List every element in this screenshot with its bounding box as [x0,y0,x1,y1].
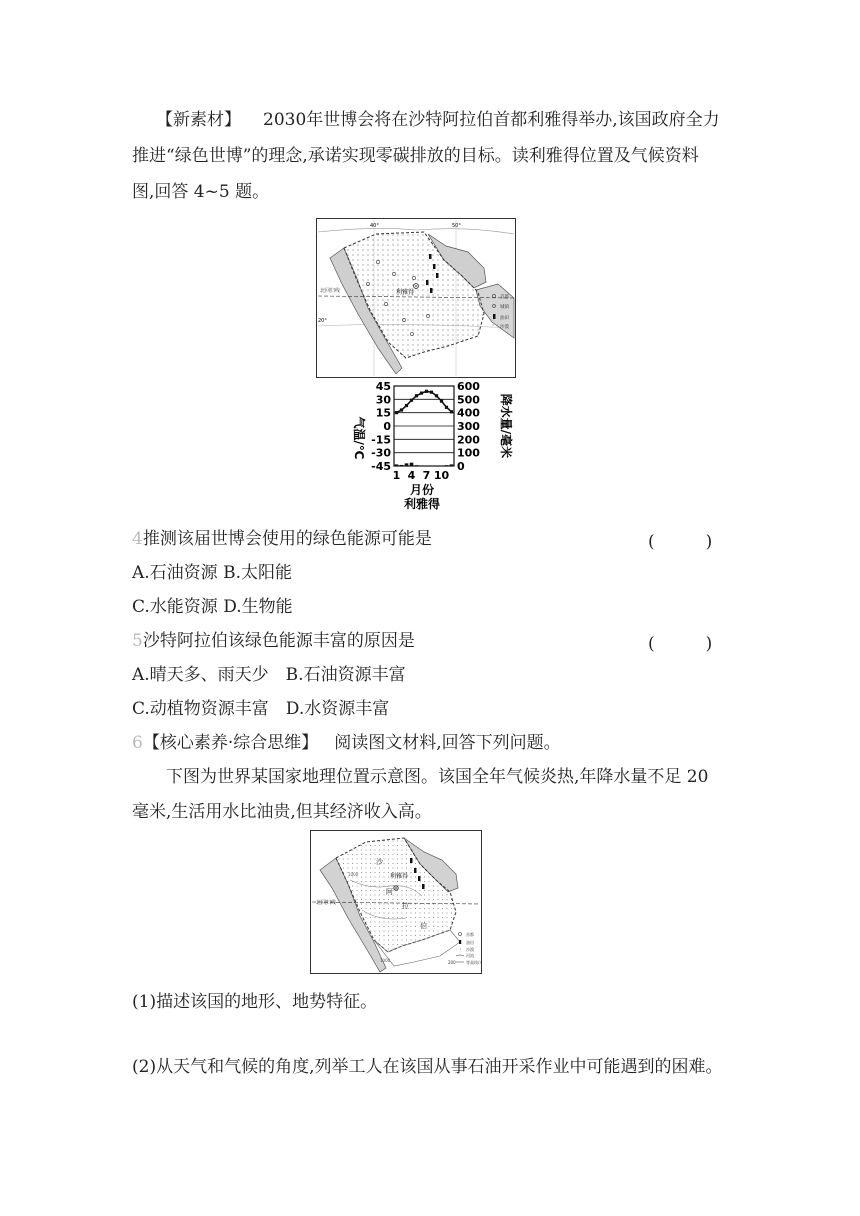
q4-stem-line [132,527,432,551]
month-tick-label: 4 [407,469,416,482]
month-axis-label: 月份 [409,483,435,497]
map2-char-2: 阿 [386,888,393,896]
temperature-point [410,399,413,402]
map2-char-3: 拉 [402,902,409,910]
climate-ticks [371,380,480,482]
climate-grid [394,386,454,466]
map2-char-1: 沙 [376,858,383,866]
climate-chart [340,380,520,518]
q5-options-1: A.晴天多、雨天少 B.石油资源丰富 [132,665,406,685]
station-label: 利雅得 [403,497,441,511]
temperature-point [395,411,398,414]
map2-contour-2: 1000 [380,958,391,963]
map1-city-label: 利雅得 [396,289,415,296]
precip-tick-label: 200 [457,433,480,447]
map1-lon-50: 50° [452,223,461,229]
map2-city-label: 利雅得 [390,873,409,880]
map2-char-4: 伯 [420,922,427,930]
temperature-point [400,408,403,411]
precip-bar [400,465,404,466]
temp-tick-label: 30 [375,393,391,407]
map1-tropic-label: 北回归线 [320,288,341,294]
temp-tick-label: -15 [371,433,391,447]
precip-axis-label: 降水量/毫米 [499,393,513,459]
q6-tag: 【核心素养·综合思维】 [142,733,319,753]
legend2-desert-icon [456,947,464,950]
q6-sub1: (1)描述该国的地形、地势特征。 [132,992,378,1012]
map1-lon-40: 40° [370,223,379,229]
q6-header [132,731,561,755]
legend1-desert-icon [490,324,498,328]
intro-line-1 [156,108,720,132]
intro-text-1: 2030年世博会将在沙特阿拉伯首都利雅得举办,该国政府全力 [263,110,720,130]
temperature-point [440,400,443,403]
temp-tick-label: 0 [383,420,391,433]
temperature-point [450,410,453,413]
legend2-capital: 首都 [466,932,474,937]
temperature-point [445,406,448,409]
q5-answer-paren[interactable]: ( ) [648,634,713,654]
q6-material-2: 毫米,生活用水比油贵,但其经济收入高。 [132,802,432,822]
q5-stem-line [132,629,415,653]
month-tick-label: 1 [392,469,401,482]
q4-stem: 推测该届世博会使用的绿色能源可能是 [142,529,432,549]
temperature-polyline [397,391,452,412]
temp-tick-label: 15 [375,406,391,420]
legend1-oil-icon [493,314,496,319]
intro-tag: 【新素材】 [156,110,241,130]
q5-number: 5 [132,631,143,651]
precip-bar [450,464,454,466]
temperature-point [425,390,428,393]
precip-tick-label: 400 [457,406,480,420]
legend2-contour: 等高线/米 [466,960,482,965]
legend2-oil-icon [459,940,461,944]
legend2-river: 河流 [466,953,474,958]
month-tick-label: 7 [422,469,431,482]
legend1-capital: 首都 [500,295,509,300]
q4-options-2: C.水能资源 D.生物能 [132,597,293,617]
temp-tick-label: 45 [375,380,391,393]
precip-bar [405,463,409,466]
precip-tick-label: 100 [457,446,480,460]
map1-svg [316,218,516,378]
legend2-desert: 沙漠 [466,947,474,952]
precip-bar [395,464,399,466]
precip-tick-label: 600 [457,380,480,393]
temperature-point [430,391,433,394]
q4-number: 4 [132,529,143,549]
precip-tick-label: 300 [457,420,480,433]
temperature-point [435,394,438,397]
legend2-contour-num: 200 [448,960,456,965]
legend1-desert: 沙漠 [500,325,509,330]
map2-tropic-label: 北回归线 [316,900,337,906]
temperature-line [395,390,453,415]
legend1-oil: 油田 [500,316,509,321]
climate-chart-svg [340,380,520,514]
q4-answer-paren[interactable]: ( ) [648,532,713,552]
q4-options-1: A.石油资源 B.太阳能 [132,563,292,583]
temp-tick-label: -30 [371,446,391,460]
precip-bar [415,465,419,466]
temp-tick-label: -45 [371,460,391,473]
precip-tick-label: 500 [457,393,480,407]
temperature-point [420,392,423,395]
temp-axis-label: 气温/℃ [352,416,366,460]
temperature-point [405,404,408,407]
precip-bar [445,465,449,466]
riyadh-location-map [316,218,516,382]
q6-instruction: 阅读图文材料,回答下列问题。 [334,733,561,753]
map2-contour-1: 1000 [348,872,359,877]
intro-line-3: 图,回答 4~5 题。 [132,182,270,202]
month-tick-label: 10 [433,469,450,482]
map2-svg [310,830,482,974]
q6-material-1: 下图为世界某国家地理位置示意图。该国全年气候炎热,年降水量不足 20 [166,767,709,787]
country-map [310,830,482,978]
legend1-town: 城镇 [500,305,509,310]
q5-stem: 沙特阿拉伯该绿色能源丰富的原因是 [142,631,415,651]
map1-lat-20: 20° [318,318,327,324]
temperature-point [415,394,418,397]
precip-tick-label: 0 [457,460,465,473]
q6-number: 6 [132,733,143,753]
q6-sub2: (2)从天气和气候的角度,列举工人在该国从事石油开采作业中可能遇到的困难。 [132,1057,723,1077]
intro-line-2: 推进“绿色世博”的理念,承诺实现零碳排放的目标。读利雅得位置及气候资料 [132,146,699,166]
precip-bar [410,463,414,466]
legend2-oil: 油田 [466,940,474,945]
q5-options-2: C.动植物资源丰富 D.水资源丰富 [132,699,390,719]
